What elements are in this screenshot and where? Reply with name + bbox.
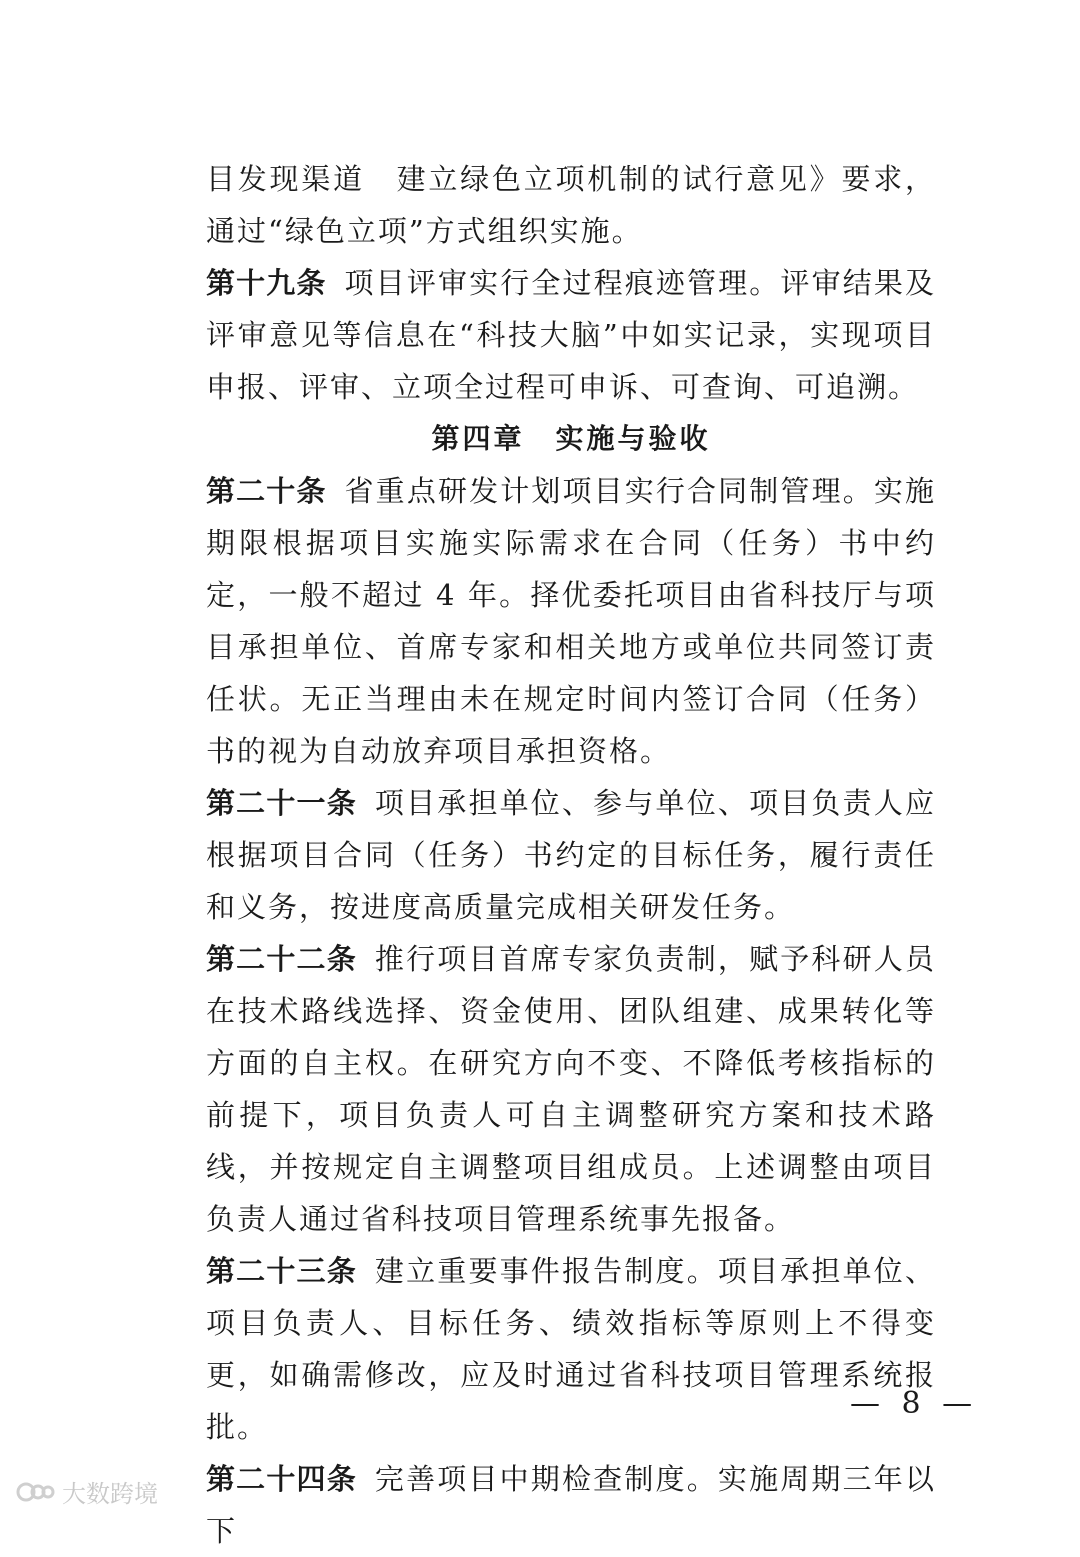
article-text: 项目评审实行全过程痕迹管理。评审结果及评审意见等信息在“科技大脑”中如实记录，实现项目申报、评审、立项全过程可申诉、可查询、可追溯。 <box>206 266 936 404</box>
watermark-text: 大数跨境 <box>62 1480 158 1508</box>
article-number: 第十九条 <box>206 266 327 300</box>
article-number: 第二十三条 <box>206 1254 357 1288</box>
article-text: 推行项目首席专家负责制，赋予科研人员在技术路线选择、资金使用、团队组建、成果转化等方面的自主权。在研究方向不变、不降低考核指标的前提下，项目负责人可自主调整研究方案和技术路线，并按规定自主调整项目组成员。上述调整由项目负责人通过省科技项目管理系统事先报备。 <box>206 942 936 1236</box>
article-text: 完善项目中期检查制度。实施周期三年以下 <box>206 1462 936 1548</box>
article-19 <box>206 257 936 413</box>
article-number: 第二十四条 <box>206 1462 357 1496</box>
article-number: 第二十二条 <box>206 942 357 976</box>
paragraph-continuation <box>206 153 936 257</box>
article-22 <box>206 933 936 1245</box>
article-number: 第二十条 <box>206 474 327 508</box>
article-20 <box>206 465 936 777</box>
document-body <box>206 153 936 1557</box>
watermark-logo-icon <box>16 1478 56 1506</box>
chapter-heading: 第四章 实施与验收 <box>431 422 711 455</box>
article-number: 第二十一条 <box>206 786 357 820</box>
article-text: 建立重要事件报告制度。项目承担单位、项目负责人、目标任务、绩效指标等原则上不得变更，如确需修改，应及时通过省科技项目管理系统报批。 <box>206 1254 936 1444</box>
watermark <box>16 1474 158 1509</box>
article-text: 项目承担单位、参与单位、项目负责人应根据项目合同（任务）书约定的目标任务，履行责任和义务，按进度高质量完成相关研发任务。 <box>206 786 936 924</box>
paragraph-text: 目发现渠道 建立绿色立项机制的试行意见》要求，通过“绿色立项”方式组织实施。 <box>206 162 936 248</box>
article-21 <box>206 777 936 933</box>
article-23 <box>206 1245 936 1453</box>
article-text: 省重点研发计划项目实行合同制管理。实施期限根据项目实施实际需求在合同（任务）书中约定，一般不超过 4 年。择优委托项目由省科技厅与项目承担单位、首席专家和相关地方或单位共同签订责任状。无正当理由未在规定时间内签订合同（任务）书的视为自动放弃项目承担资格。 <box>206 474 936 768</box>
page-number: — 8 — <box>850 1386 979 1421</box>
article-24 <box>206 1453 936 1557</box>
